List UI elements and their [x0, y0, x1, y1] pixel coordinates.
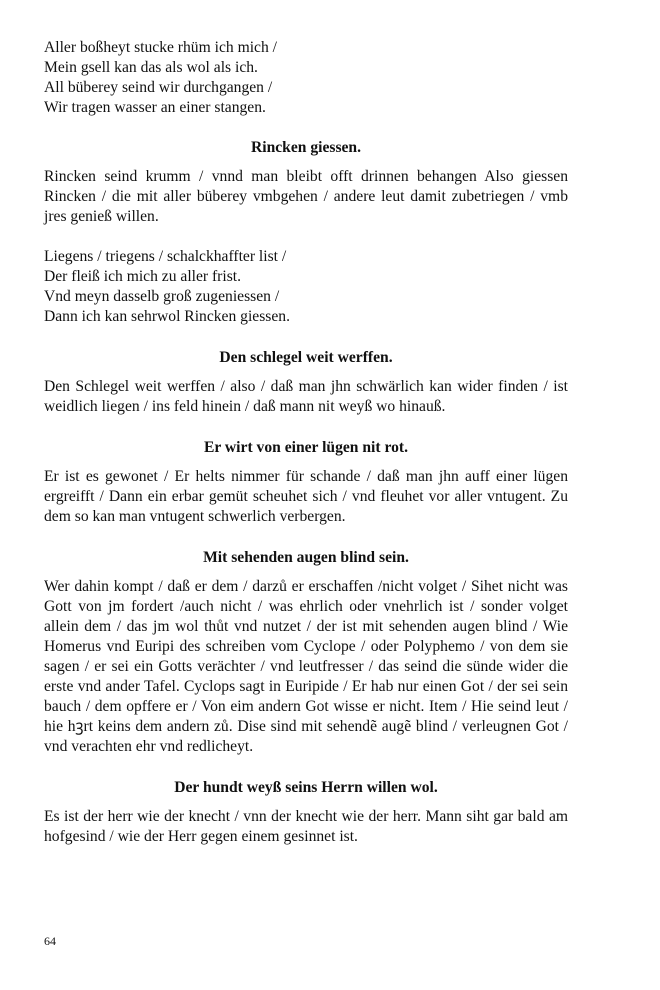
section-heading: Mit sehenden augen blind sein. — [203, 549, 409, 566]
section-sehenden-augen-blind — [44, 548, 568, 757]
verse-line: Aller boßheyt stucke rhüm ich mich / — [44, 39, 277, 56]
section-prose: Rincken seind krumm / vnnd man bleibt offt drinnen behangen Also giessen Rincken / die mit aller büberey vmbgehen / andere leut damit zubetriegen / vmb jres genieß willen. — [44, 168, 568, 225]
section-heading: Rincken giessen. — [250, 139, 362, 156]
section-luegen-nit-rot — [44, 438, 568, 527]
section-prose: Er ist es gewonet / Er helts nimmer für schande / daß man jhn auff einer lügen ergreifft / Dann ein erbar gemüt scheuhet sich / vnd fleuhet vor aller vntugent. Zu dem so kan man vntugent schwerlich verbergen. — [44, 468, 568, 525]
section-hundt-weyss — [44, 778, 568, 847]
opening-verse — [44, 38, 568, 118]
verse-line: Liegens / triegens / schalckhaffter list / — [44, 248, 287, 265]
verse-line: Vnd meyn dasselb groß zugeniessen / — [44, 288, 280, 305]
section-prose: Den Schlegel weit werffen / also / daß man jhn schwärlich kan wider finden / ist weidlich liegen / ins feld hinein / daß mann nit weyß wo hinauß. — [44, 378, 568, 415]
section-prose: Wer dahin kompt / daß er dem / darzů er erschaffen /nicht volget / Sihet nicht was Gott von jm fordert /auch nicht / was ehrlich oder vnehrlich ist / sonder volget allein dem / das jm wol thůt vnd nutzet / der ist mit sehenden augen blind / Wie Homerus vnd Euripi des schreiben vom Cyclope / oder Polyphemo / von dem sie sagen / er sei ein Gotts verächter / vnd leutfresser / das seind die sünde wider die erste vnd ander Tafel. Cyclops sagt in Euripide / Er hab nur einen Got / der sei sein bauch / dem opffere er / Von eim andern Got wisse er nicht. Item / Hie seind leut / hie hꝫrt keins dem andern zů. Dise sind mit sehendẽ augẽ blind / verleugnen Got / vnd verachten ehr vnd redlicheyt. — [44, 578, 568, 755]
section-verse — [44, 247, 568, 327]
verse-line: Mein gsell kan das als wol als ich. — [44, 59, 258, 76]
verse-line: Der fleiß ich mich zu aller frist. — [44, 268, 242, 285]
section-heading: Er wirt von einer lügen nit rot. — [203, 439, 408, 456]
verse-line: Dann ich kan sehrwol Rincken giessen. — [44, 308, 290, 325]
page-number: 64 — [44, 934, 56, 948]
verse-line: All büberey seind wir durchgangen / — [44, 79, 273, 96]
section-heading: Der hundt weyß seins Herrn willen wol. — [174, 779, 438, 796]
verse-line: Wir tragen wasser an einer stangen. — [44, 99, 266, 116]
section-prose: Es ist der herr wie der knecht / vnn der knecht wie der herr. Mann siht gar bald am hofgesind / wie der Herr gegen einem gesinnet ist. — [44, 808, 568, 845]
page-content — [44, 38, 568, 847]
section-heading: Den schlegel weit werffen. — [219, 349, 393, 366]
section-schlegel-werffen — [44, 348, 568, 417]
section-rincken-giessen — [44, 138, 568, 327]
